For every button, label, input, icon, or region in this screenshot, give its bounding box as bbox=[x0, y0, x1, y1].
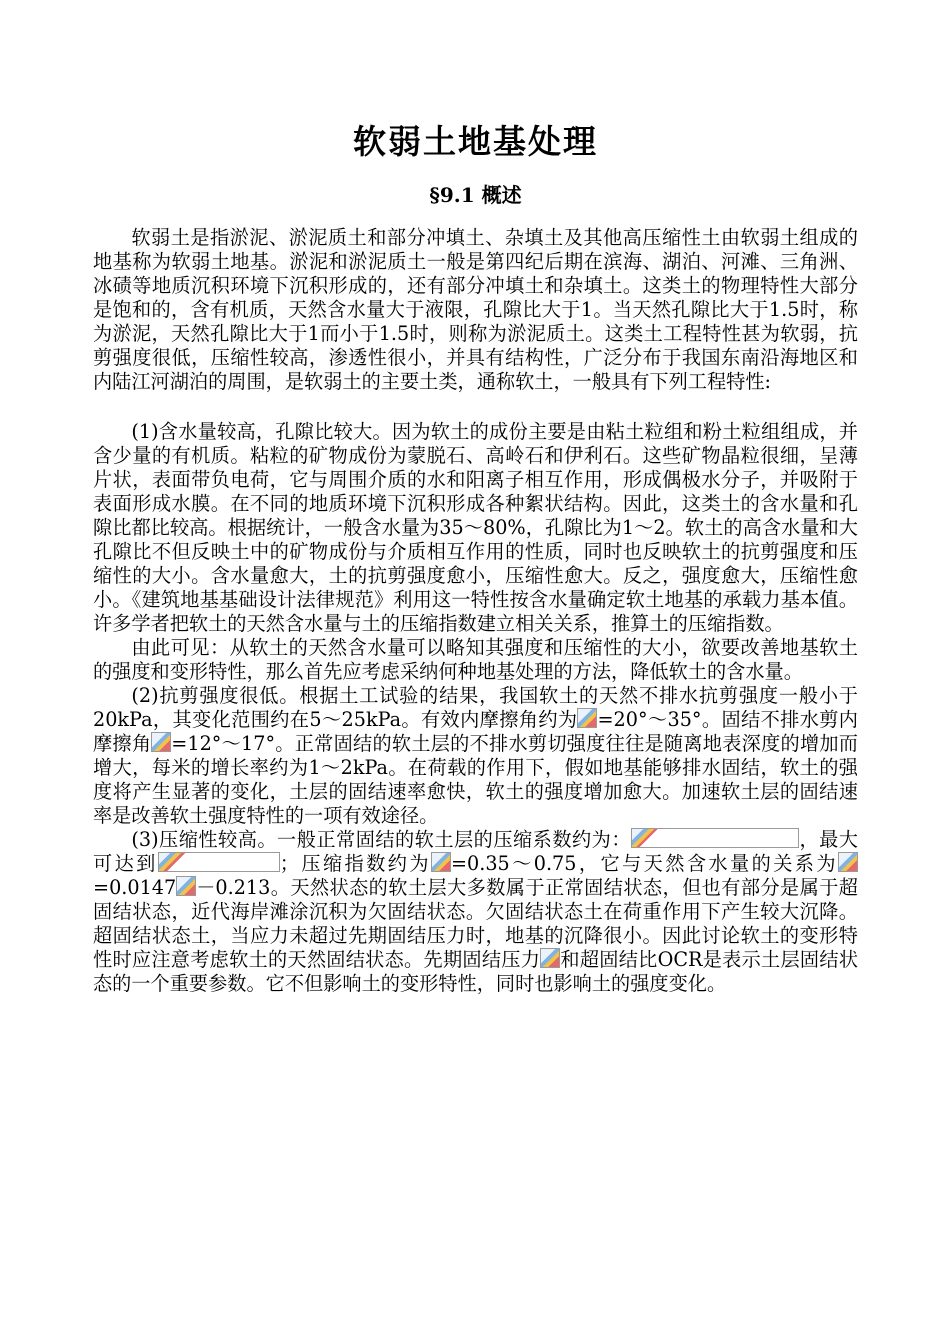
text-run: －0.213。天然状态的软土层大多数属于正常固结状态，但也有部分是属于超固结状态，近代海岸滩涂沉积为欠固结状态。欠固结状态土在荷重作用下产生较大沉降。超固结状态土，当应力未超过先期固结压力时，地基的沉降很小。因此讨论软土的变形特性时应注意考虑软土的天然固结状态。先期固结压力 bbox=[93, 876, 858, 971]
property-3-paragraph bbox=[93, 828, 858, 996]
document-title: 软弱土地基处理 bbox=[353, 122, 598, 161]
text-run: ；压缩指数约为 bbox=[279, 852, 431, 875]
text-run: =0.0147 bbox=[93, 876, 177, 899]
broken-image-icon bbox=[431, 852, 451, 872]
property-2-paragraph bbox=[93, 684, 858, 828]
conclusion-paragraph: 由此可见：从软土的天然含水量可以略知其强度和压缩性的大小，欲要改善地基软土的强度和变形特性，那么首先应考虑采纳何种地基处理的方法，降低软土的含水量。 bbox=[93, 636, 858, 683]
broken-image-icon bbox=[158, 852, 280, 872]
text-run: =0.35～0.75，它与天然含水量的关系为 bbox=[450, 852, 838, 875]
text-run: (2)抗剪强度很低。根据土工试验的结果，我国软土的天然不排水抗剪强度一般小于20kPa，其变化范围约在5～25kPa。有效内摩擦角约为 bbox=[93, 684, 858, 731]
text-run: =12°～17°。正常固结的软土层的不排水剪切强度往往是随离地表深度的增加而增大，每米的增长率约为1～2kPa。在荷载的作用下，假如地基能够排水固结，软土的强度将产生显著的变化，土层的固结速率愈快，软土的强度增加愈大。加速软土层的固结速率是改善软土强度特性的一项有效途径。 bbox=[93, 732, 858, 827]
text-run: 和超固结比OCR是表示土层固结状态的一个重要参数。它不但影响土的变形特性，同时也影响土的强度变化。 bbox=[93, 948, 859, 995]
text-run: =20°～35°。固结不排水剪内摩擦角 bbox=[93, 708, 858, 755]
broken-image-icon bbox=[151, 732, 171, 752]
broken-image-icon bbox=[577, 708, 597, 728]
broken-image-icon bbox=[838, 852, 858, 872]
section-heading: §9.1 概述 bbox=[429, 183, 522, 207]
broken-image-icon bbox=[176, 876, 196, 896]
text-run: ，最大可达到 bbox=[93, 828, 858, 875]
broken-image-icon bbox=[540, 948, 560, 968]
intro-paragraph: 软弱土是指淤泥、淤泥质土和部分冲填土、杂填土及其他高压缩性土由软弱土组成的地基称为软弱土地基。淤泥和淤泥质土一般是第四纪后期在滨海、湖泊、河滩、三角洲、冰碛等地质沉积环境下沉积形成的，还有部分冲填土和杂填土。这类土的物理特性大部分是饱和的，含有机质，天然含水量大于液限，孔隙比大于1。当天然孔隙比大于1.5时，称为淤泥，天然孔隙比大于1而小于1.5时，则称为淤泥质土。这类土工程特性甚为软弱，抗剪强度很低，压缩性较高，渗透性很小，并具有结构性，广泛分布于我国东南沿海地区和内陆江河湖泊的周围，是软弱土的主要土类，通称软土，一般具有下列工程特性: bbox=[93, 226, 858, 393]
document-page bbox=[93, 118, 858, 996]
property-1-paragraph: (1)含水量较高，孔隙比较大。因为软土的成份主要是由粘土粒组和粉土粒组组成，并含少量的有机质。粘粒的矿物成份为蒙脱石、高岭石和伊利石。这些矿物晶粒很细，呈薄片状，表面带负电荷，它与周围介质的水和阳离子相互作用，形成偶极水分子，并吸附于表面形成水膜。在不同的地质环境下沉积形成各种絮状结构。因此，这类土的含水量和孔隙比都比较高。根据统计，一般含水量为35～80%，孔隙比为1～2。软土的高含水量和大孔隙比不但反映土中的矿物成份与介质相互作用的性质，同时也反映软土的抗剪强度和压缩性的大小。含水量愈大，土的抗剪强度愈小，压缩性愈大。反之，强度愈大，压缩性愈小。《建筑地基基础设计法律规范》利用这一特性按含水量确定软土地基的承载力基本值。许多学者把软土的天然含水量与土的压缩指数建立相关关系，推算土的压缩指数。 bbox=[93, 420, 858, 635]
broken-image-icon bbox=[631, 828, 799, 848]
text-run: (3)压缩性较高。一般正常固结的软土层的压缩系数约为： bbox=[131, 828, 631, 851]
